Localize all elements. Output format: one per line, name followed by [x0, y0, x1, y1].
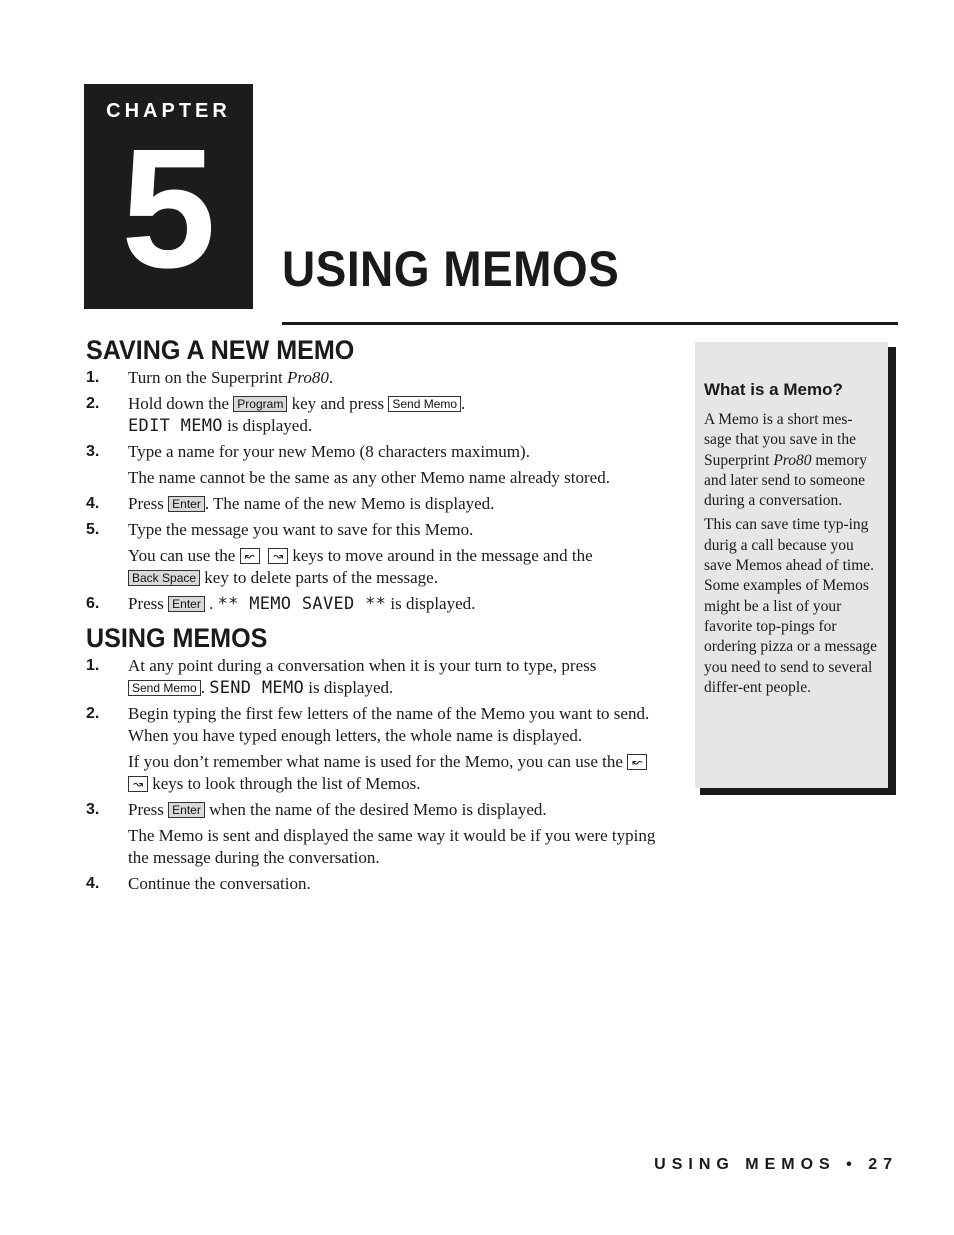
step-number: 6. [86, 595, 100, 612]
step-saving-4: 4. Press Enter . The name of the new Memo is displayed. [86, 494, 495, 513]
step-note: The name cannot be the same as any other Memo name already stored. [128, 468, 610, 487]
step-saving-5: 5. Type the message you want to save for this Memo. [86, 520, 474, 539]
product-name: Pro80 [287, 368, 329, 387]
chapter-number: 5 [121, 114, 216, 304]
enter-key: Enter [168, 496, 205, 512]
lcd-text: EDIT MEMO [128, 416, 223, 436]
step-using-3: 3. Press Enter when the name of the desired Memo is displayed. [86, 800, 547, 819]
left-arrow-key-icon: ↜ [240, 548, 260, 564]
send-memo-key: Send Memo [128, 680, 201, 696]
down-arrow-key-icon: ↝ [128, 776, 148, 792]
step-note: The Memo is sent and displayed the same way it would be if you were typing the message during the conversation. [128, 826, 656, 867]
enter-key: Enter [168, 596, 205, 612]
product-name: Pro80 [773, 451, 812, 469]
page-footer: USING MEMOS • 27 [654, 1156, 898, 1173]
back-space-key: Back Space [128, 570, 200, 586]
section-heading-saving: SAVING A NEW MEMO [86, 335, 355, 365]
step-saving-2: 2. Hold down the Program key and press Send Memo . EDIT MEMO is displayed. [86, 394, 466, 436]
step-number: 4. [86, 875, 100, 892]
sidebar-paragraph: A Memo is a short mes-sage that you save in the Superprint Pro80 memory and later send to someone during a conversation. [704, 411, 868, 510]
step-note: If you don’t remember what name is used for the Memo, you can use the ↜ ↝ keys to look through the list of Memos. [86, 751, 671, 795]
step-number: 5. [86, 521, 100, 538]
step-using-2: 2. Begin typing the first few letters of the name of the Memo you want to send. When you have typed enough letters, the whole name is displayed. [86, 704, 650, 745]
step-number: 3. [86, 443, 100, 460]
step-saving-1: 1. Turn on the Superprint Pro80. [86, 368, 334, 387]
step-number: 2. [86, 705, 100, 722]
sidebar-box [695, 342, 888, 788]
step-number: 3. [86, 801, 100, 818]
step-saving-6: 6. Press Enter . ** MEMO SAVED ** is displayed. [86, 594, 476, 614]
step-using-1: 1. At any point during a conversation when it is your turn to type, press Send Memo . SEND MEMO is displayed. [86, 656, 597, 698]
step-number: 1. [86, 369, 100, 386]
lcd-text: SEND MEMO [209, 678, 305, 698]
chapter-label: CHAPTER [106, 100, 231, 122]
main-content [86, 333, 671, 895]
up-arrow-key-icon: ↜ [627, 754, 647, 770]
sidebar-heading: What is a Memo? [704, 380, 843, 399]
right-arrow-key-icon: ↝ [268, 548, 288, 564]
chapter-block [84, 84, 253, 309]
program-key: Program [233, 396, 287, 412]
sidebar-paragraph: This can save time typ-ing durig a call because you save Memos ahead of time. Some examples of Memos might be a list of your favorite top-pings for ordering pizza or a message you need to send to several differ-ent people. [704, 516, 878, 696]
page-title: USING MEMOS [282, 241, 620, 297]
step-saving-3: 3. Type a name for your new Memo (8 characters maximum). [86, 442, 530, 461]
lcd-text: ** MEMO SAVED ** [217, 594, 387, 614]
step-using-4: 4. Continue the conversation. [86, 874, 311, 893]
step-number: 2. [86, 395, 100, 412]
section-heading-using: USING MEMOS [86, 623, 268, 653]
step-number: 4. [86, 495, 100, 512]
enter-key: Enter [168, 802, 205, 818]
title-rule [282, 322, 898, 325]
send-memo-key: Send Memo [388, 396, 461, 412]
step-note: You can use the ↜ ↝ keys to move around in the message and the Back Space key to delete parts of the message. [128, 546, 593, 587]
step-number: 1. [86, 657, 100, 674]
